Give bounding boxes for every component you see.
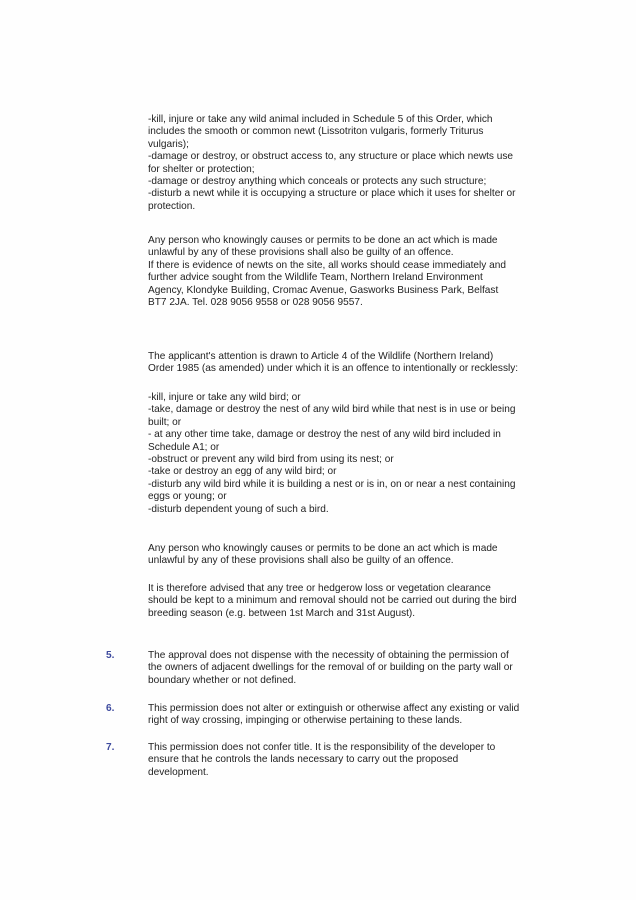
newt-list-line: for shelter or protection;: [148, 163, 255, 175]
condition-line: This permission does not confer title. It is the responsibility of the developer to: [148, 742, 496, 753]
condition-line: ensure that he controls the lands necessary to carry out the proposed: [148, 754, 459, 766]
bird-offence-paragraph: [148, 543, 552, 568]
bird-list-line: -disturb dependent young of such a bird.: [148, 503, 329, 515]
paragraph-line: Agency, Klondyke Building, Cromac Avenue, Gasworks Business Park, Belfast: [148, 284, 499, 296]
bird-list-line: -kill, injure or take any wild bird; or: [148, 392, 301, 403]
condition-number: 6.: [106, 703, 115, 714]
condition-7-text: [148, 742, 552, 779]
paragraph-line: If there is evidence of newts on the site, all works should cease immediately and: [148, 259, 506, 271]
condition-number: 7.: [106, 742, 115, 753]
bird-list-line: -obstruct or prevent any wild bird from using its nest; or: [148, 454, 394, 466]
paragraph-line: The applicant's attention is drawn to Article 4 of the Wildlife (Northern Ireland): [148, 351, 494, 362]
paragraph-line: Any person who knowingly causes or permits to be done an act which is made: [148, 235, 498, 246]
newt-offence-list: [148, 114, 552, 213]
bird-list-line: - at any other time take, damage or destroy the nest of any wild bird included in: [148, 429, 501, 441]
paragraph-line: It is therefore advised that any tree or hedgerow loss or vegetation clearance: [148, 583, 491, 594]
paragraph-line: Order 1985 (as amended) under which it is an offence to intentionally or recklessly:: [148, 363, 519, 375]
bird-list-line: -take or destroy an egg of any wild bird; or: [148, 466, 337, 478]
newt-list-line: -kill, injure or take any wild animal included in Schedule 5 of this Order, which: [148, 114, 493, 125]
bird-list-line: eggs or young; or: [148, 491, 227, 503]
paragraph-line: Any person who knowingly causes or permits to be done an act which is made: [148, 543, 498, 554]
paragraph-line: unlawful by any of these provisions shall also be guilty of an offence.: [148, 555, 454, 567]
newt-list-line: -disturb a newt while it is occupying a structure or place which it uses for shelter or: [148, 188, 516, 200]
condition-line: the owners of adjacent dwellings for the removal of or building on the party wall or: [148, 662, 513, 674]
newt-list-line: -damage or destroy anything which conceals or protects any such structure;: [148, 176, 487, 188]
newt-offence-paragraph: [148, 235, 552, 309]
condition-6-text: [148, 703, 552, 728]
condition-line: This permission does not alter or extinguish or otherwise affect any existing or valid: [148, 703, 520, 714]
newt-list-line: protection.: [148, 200, 196, 212]
paragraph-line: should be kept to a minimum and removal should not be carried out during the bird: [148, 595, 517, 607]
newt-list-line: includes the smooth or common newt (Lissotriton vulgaris, formerly Triturus: [148, 126, 484, 138]
newt-list-line: vulgaris);: [148, 138, 189, 150]
bird-intro-paragraph: [148, 351, 552, 376]
condition-line: boundary whether or not defined.: [148, 674, 297, 686]
paragraph-line: further advice sought from the Wildlife Team, Northern Ireland Environment: [148, 272, 483, 284]
condition-line: right of way crossing, impinging or otherwise pertaining to these lands.: [148, 715, 463, 727]
newt-list-line: -damage or destroy, or obstruct access to, any structure or place which newts use: [148, 151, 514, 163]
paragraph-line: BT7 2JA. Tel. 028 9056 9558 or 028 9056 9557.: [148, 297, 363, 309]
bird-advice-paragraph: [148, 583, 552, 620]
paragraph-line: unlawful by any of these provisions shall also be guilty of an offence.: [148, 247, 454, 259]
bird-offence-list: [148, 392, 552, 516]
bird-list-line: Schedule A1; or: [148, 441, 220, 453]
paragraph-line: breeding season (e.g. between 1st March and 31st August).: [148, 607, 416, 619]
condition-line: The approval does not dispense with the necessity of obtaining the permission of: [148, 650, 509, 661]
bird-list-line: built; or: [148, 416, 182, 428]
condition-5-text: [148, 650, 552, 687]
bird-list-line: -disturb any wild bird while it is building a nest or is in, on or near a nest containing: [148, 478, 516, 490]
bird-list-line: -take, damage or destroy the nest of any wild bird while that nest is in use or being: [148, 404, 516, 416]
condition-number: 5.: [106, 650, 115, 661]
condition-line: development.: [148, 766, 209, 778]
